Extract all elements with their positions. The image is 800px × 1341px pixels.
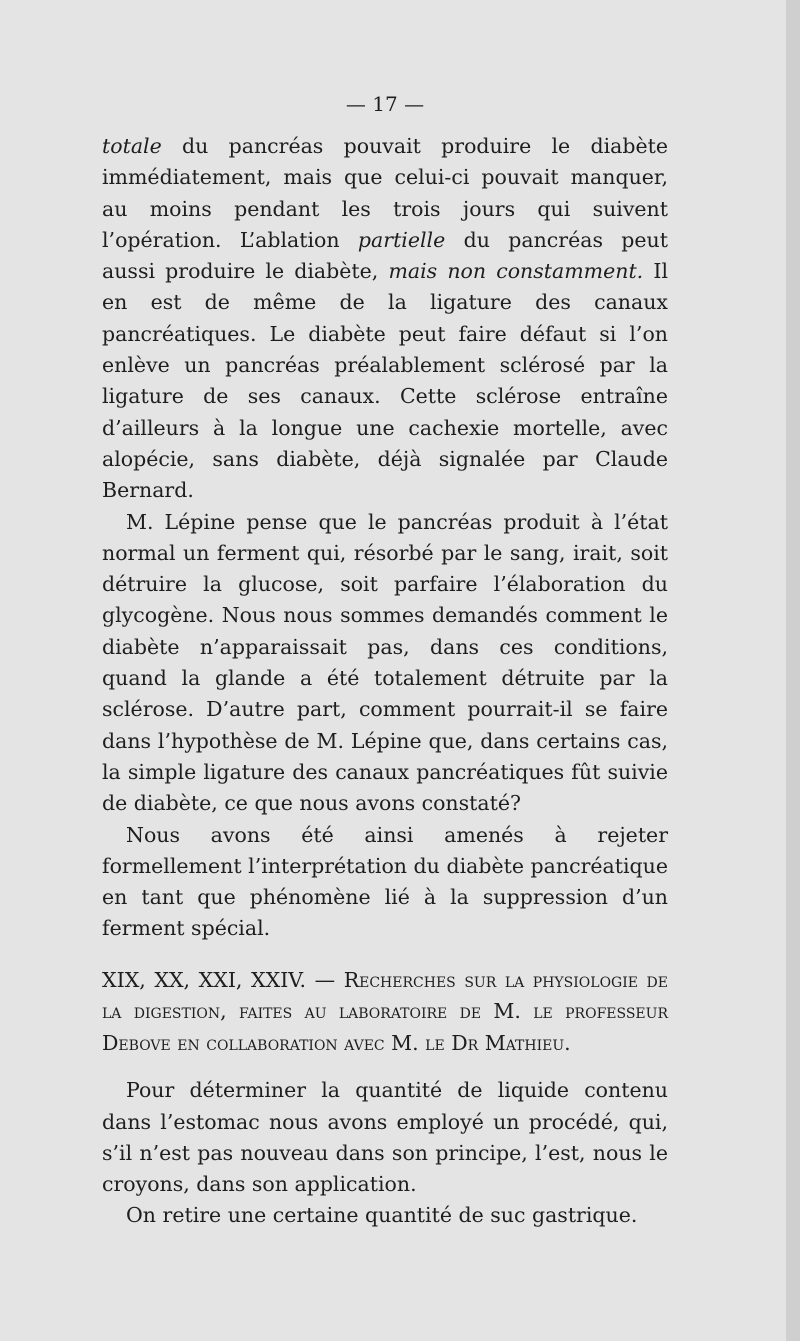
italic-text: totale xyxy=(102,134,162,158)
paragraph-text: Il en est de même de la ligature des canaux pancréatiques. Le diabète peut faire défaut si l’on enlève un pancréas préalablement sclérosé par la ligature de ses canaux. Cette sclérose entraîne d’ailleurs à la longue une cachexie mortelle, avec alopécie, sans diabète, déjà signalée par Claude Bernard. xyxy=(102,259,669,503)
paragraph-text: Pour déterminer la quantité de liquide contenu dans l’estomac nous avons employé un procédé, qui, s’il n’est pas nouveau dans son principe, l’est, nous le croyons, dans son application. xyxy=(102,1078,668,1197)
section-numbers: XIX, XX, XXI, XXIV. — xyxy=(102,967,336,992)
paragraph-1 xyxy=(102,131,668,507)
paragraph-2 xyxy=(102,507,668,820)
paragraph-text: On retire une certaine quantité de suc gastrique. xyxy=(126,1203,638,1228)
page-number: — 17 — xyxy=(345,92,425,116)
section-heading xyxy=(102,965,668,1060)
paragraph-text: Nous avons été ainsi amenés à rejeter formellement l’interprétation du diabète pancréatique en tant que phénomène lié à la suppression d’un ferment spécial. xyxy=(102,822,668,941)
paragraph-3 xyxy=(102,820,668,945)
italic-text: partielle xyxy=(357,227,446,252)
page-text xyxy=(102,90,668,1232)
section-title: Recherches sur la physiologie de la digestion, faites au laboratoire de M. le professeur Debove en collaboration avec M. le Dr Mathieu. xyxy=(102,967,668,1055)
paragraph-text: du pancréas pouvait produire le diabète immédiatement, mais que celui-ci pouvait manquer, au moins pendant les trois jours qui suivent l’opération. L’ablation xyxy=(102,134,668,252)
italic-text: mais non constamment. xyxy=(388,259,644,284)
paragraph-text: M. Lépine pense que le pancréas produit à l’état normal un ferment qui, résorbé par le sang, irait, soit détruire la glucose, soit parfaire l’élaboration du glycogène. Nous nous sommes demandés comment le diabète n’apparaissait pas, dans ces conditions, quand la glande a été totalement détruite par la sclérose. D’autre part, comment pourrait-il se faire dans l’hypothèse de M. Lépine que, dans certains cas, la simple ligature des canaux pancréatiques fût suivie de diabète, ce que nous avons constaté? xyxy=(102,509,668,816)
paragraph-4 xyxy=(102,1075,668,1200)
page-edge xyxy=(786,0,800,1341)
paragraph-text: du pancréas peut aussi produire le diabète, xyxy=(102,227,668,284)
paragraph-5 xyxy=(102,1200,668,1231)
